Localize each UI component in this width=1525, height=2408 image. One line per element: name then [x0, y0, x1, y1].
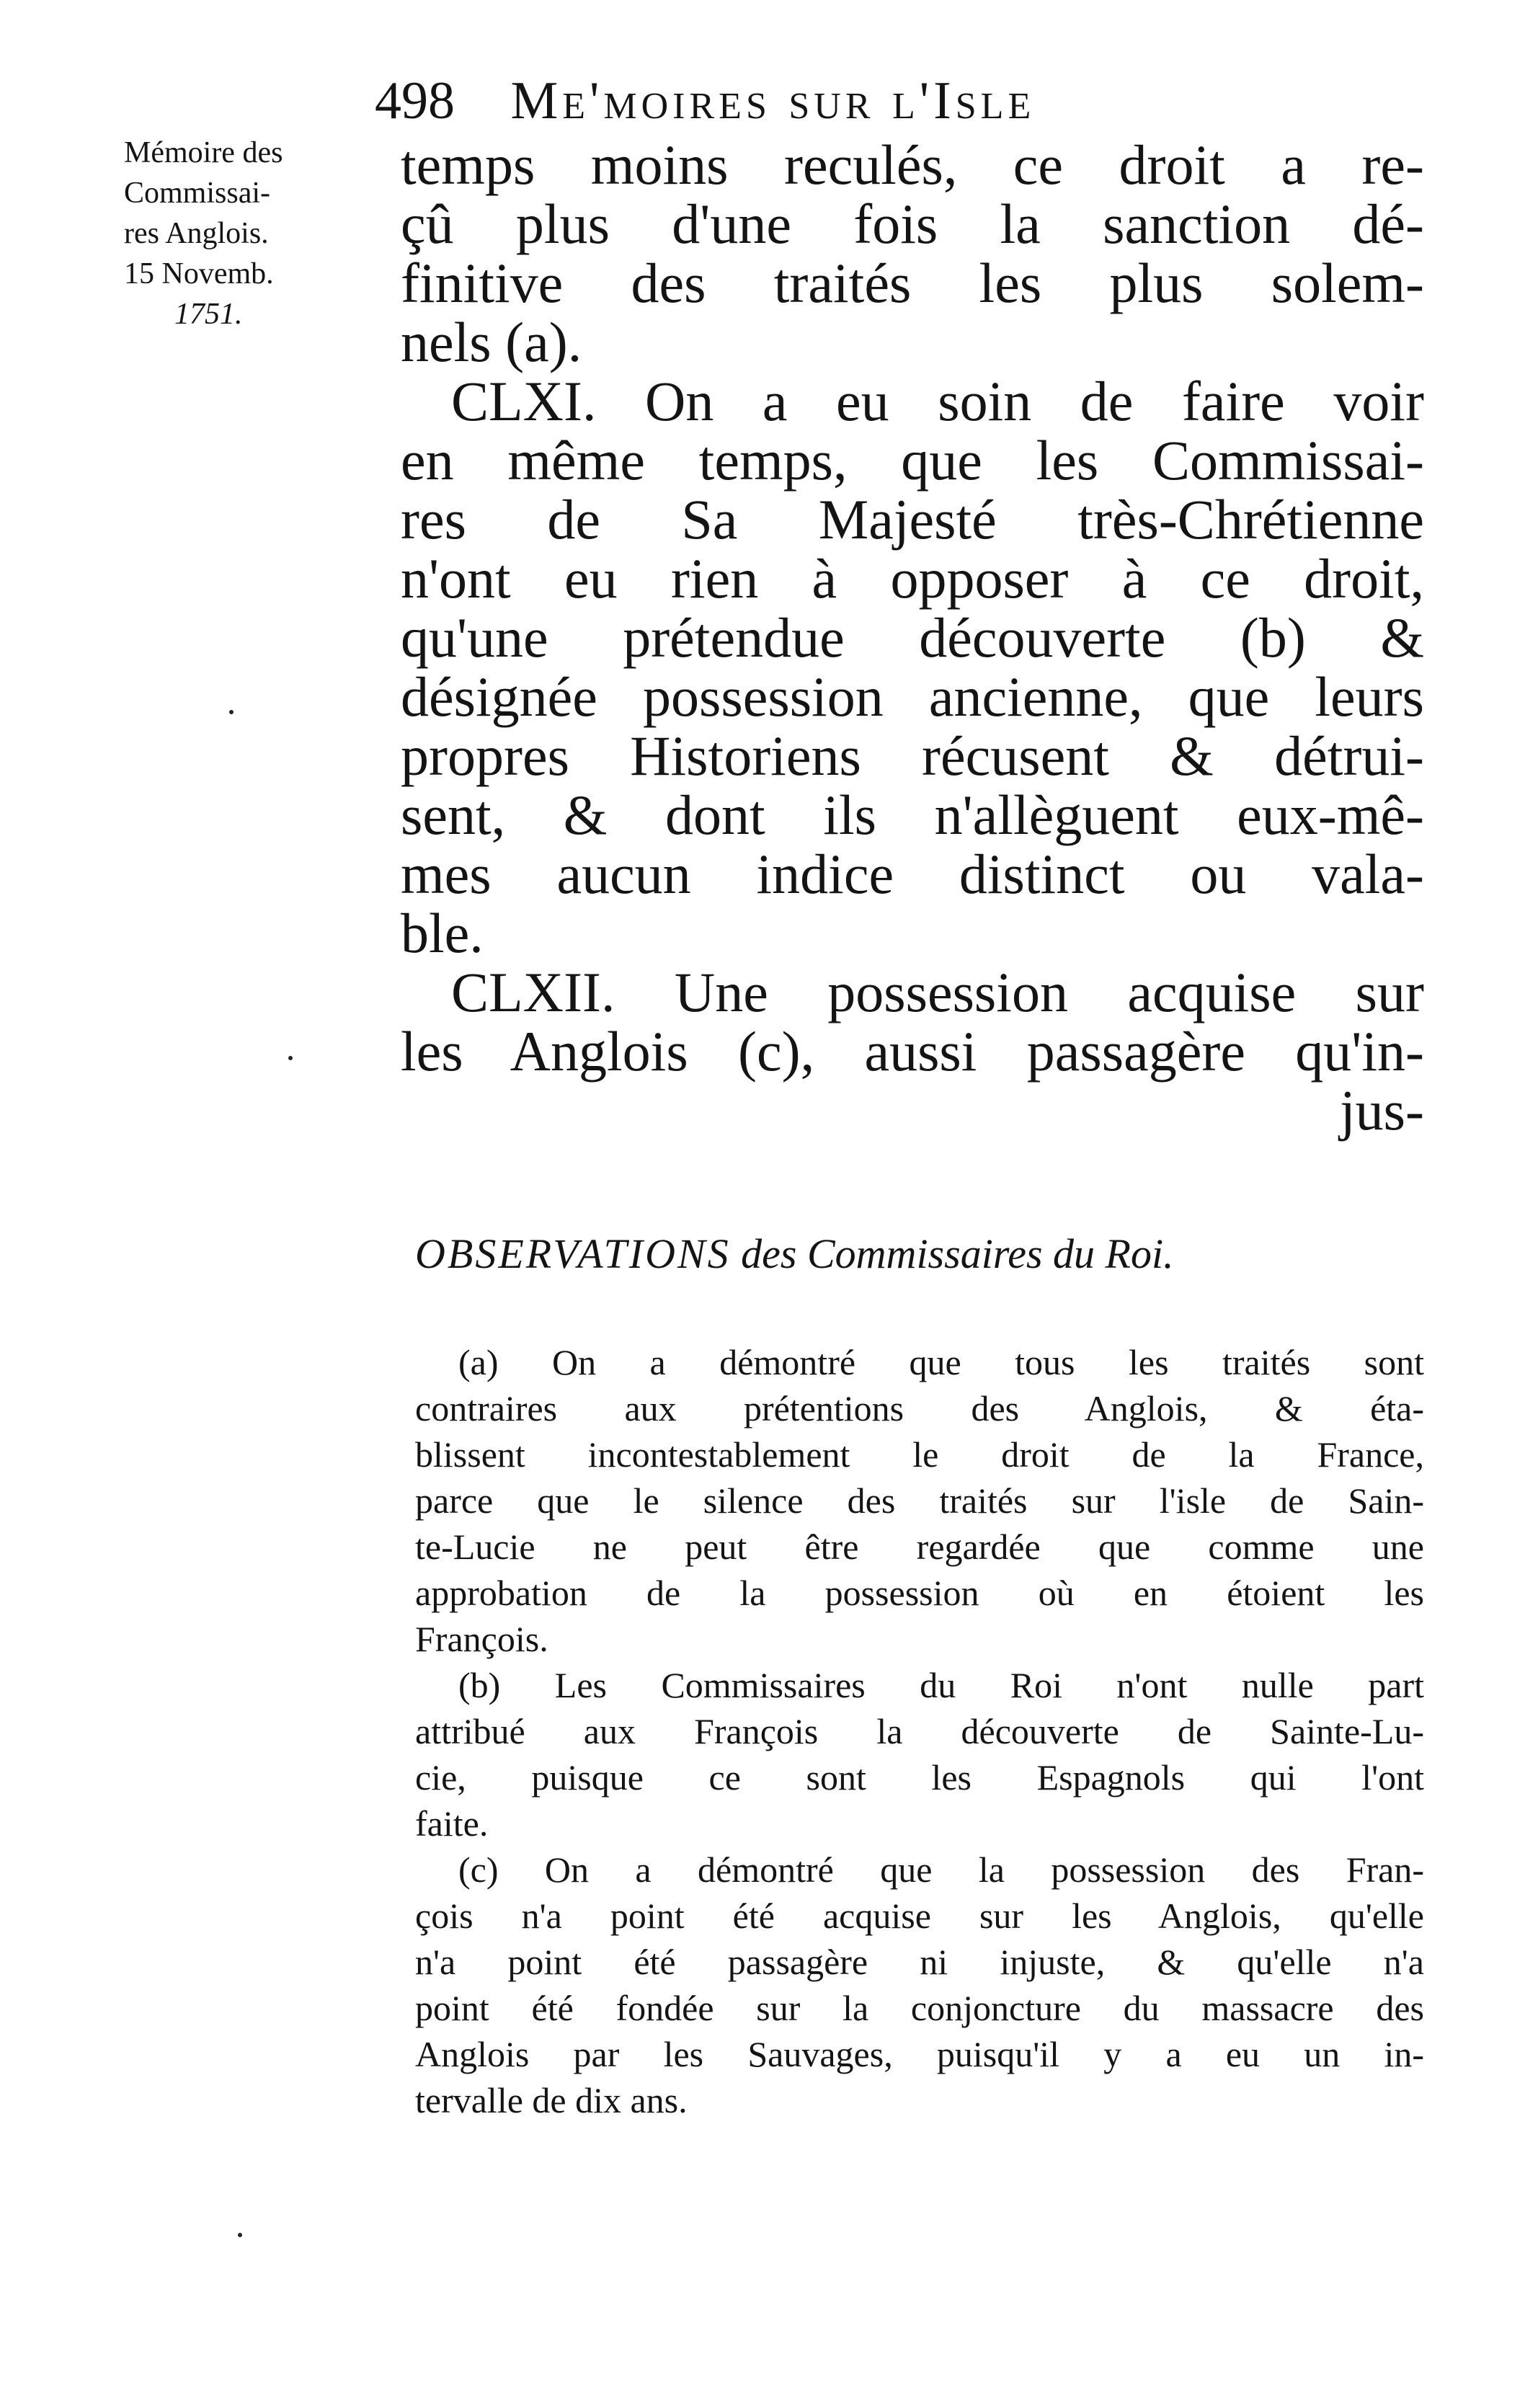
text-line: res de Sa Majesté très-Chrétienne [401, 488, 1424, 551]
margin-note-line: Commissai- [124, 177, 271, 210]
footnote-line: point été fondée sur la conjoncture du massacre des [415, 1988, 1424, 2028]
text-line: qu'une prétendue découverte (b) & [401, 606, 1424, 669]
text-line: ble. [401, 902, 484, 964]
footnote-line: blissent incontestablement le droit de la France, [415, 1434, 1424, 1475]
footnote-line: parce que le silence des traités sur l'isle de Sain- [415, 1480, 1424, 1521]
text-line: n'ont eu rien à opposer à ce droit, [401, 547, 1424, 610]
footnote-line: cie, puisque ce sont les Espagnols qui l'ont [415, 1757, 1424, 1798]
catchword: jus- [1340, 1079, 1424, 1142]
text-line: propres Historiens récusent & détrui- [401, 724, 1424, 787]
print-speck [238, 2233, 242, 2237]
text-line: sent, & dont ils n'allèguent eux-mê- [401, 783, 1424, 846]
margin-note-line: Mémoire des [124, 136, 283, 169]
running-title: Me'moires sur l'Isle [510, 71, 1036, 130]
main-text [401, 135, 1424, 1140]
margin-note-year: 1751. [174, 298, 243, 331]
footnote-line: n'a point été passagère ni injuste, & qu'elle n'a [415, 1942, 1424, 1982]
observations-heading-rest: des Commissaires du Roi. [741, 1230, 1174, 1277]
footnote-line: contraires aux prétentions des Anglois, & éta- [415, 1388, 1424, 1429]
text-line: çû plus d'une fois la sanction dé- [401, 192, 1424, 255]
footnote-a-start: (a) On a démontré que tous les traités sont [458, 1342, 1424, 1382]
footnote-line: approbation de la possession où en étoient les [415, 1573, 1424, 1613]
footnote-line: François. [415, 1619, 548, 1659]
footnote-line: çois n'a point été acquise sur les Anglois, qu'elle [415, 1896, 1424, 1936]
print-speck [288, 1056, 293, 1060]
text-line: les Anglois (c), aussi passagère qu'in- [401, 1020, 1424, 1083]
footnote-line: faite. [415, 1803, 489, 1844]
observations-heading-caps: OBSERVATIONS [415, 1230, 731, 1277]
print-speck [229, 710, 234, 714]
observations-heading [415, 1225, 1424, 1283]
footnote-c-start: (c) On a démontré que la possession des Fran- [458, 1849, 1424, 1890]
text-line: nels (a). [401, 311, 582, 373]
footnote-line: attribué aux François la découverte de Sainte-Lu- [415, 1711, 1424, 1751]
page-number: 498 [375, 71, 455, 130]
margin-note [124, 133, 383, 334]
footnotes [415, 1339, 1424, 2123]
footnote-line: te-Lucie ne peut être regardée que comme une [415, 1527, 1424, 1567]
running-head [375, 65, 1276, 137]
text-line: temps moins reculés, ce droit a re- [401, 133, 1424, 196]
footnote-line: tervalle de dix ans. [415, 2080, 688, 2120]
text-line: en même temps, que les Commissai- [401, 429, 1424, 492]
margin-note-line: res Anglois. [124, 217, 269, 250]
paragraph-clxi-start: CLXI. On a eu soin de faire voir [451, 370, 1424, 432]
text-line: mes aucun indice distinct ou vala- [401, 843, 1424, 905]
footnote-line: Anglois par les Sauvages, puisqu'il y a eu un in- [415, 2034, 1424, 2074]
paragraph-clxii-start: CLXII. Une possession acquise sur [451, 961, 1424, 1023]
margin-note-line: 15 Novemb. [124, 257, 274, 290]
footnote-b-start: (b) Les Commissaires du Roi n'ont nulle part [458, 1665, 1424, 1705]
text-line: désignée possession ancienne, que leurs [401, 665, 1424, 728]
text-line: finitive des traités les plus solem- [401, 252, 1424, 314]
